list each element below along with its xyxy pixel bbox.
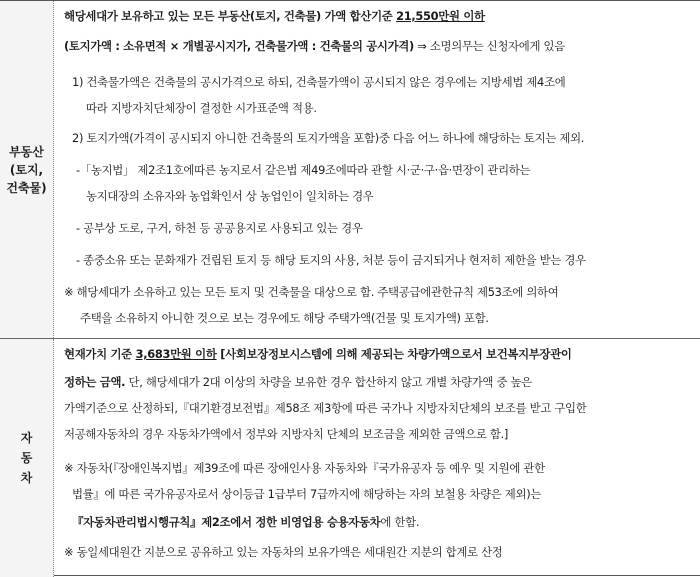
real-estate-note2: 2) 토지가액(가격이 공시되지 아니한 건축물의 토지가액을 포함)중 다음 어느 하나에 해당하는 토지는 제외. bbox=[72, 131, 585, 145]
real-estate-label-cell bbox=[0, 1, 54, 338]
real-estate-note1-line2: 따라 지방자치단체장이 결정한 시가표준액 적용. bbox=[86, 101, 317, 115]
vehicle-note1-line3-bold: 『자동차관리법시행규칙』제2조에서 정한 비영업용 승용자동차 bbox=[72, 515, 381, 529]
real-estate-note3-line1: ※ 해당세대가 소유하고 있는 모든 토지 및 건축물을 대상으로 함. 주택공급에관한규칙 제53조에 의하여 bbox=[64, 285, 559, 299]
real-estate-limit: 21,550만원 이하 bbox=[396, 9, 485, 23]
real-estate-bullet1-line2: 농지대장의 소유자와 농업확인서 상 농업인이 일치하는 경우 bbox=[86, 189, 374, 203]
vehicle-label: 자동차 bbox=[20, 431, 33, 485]
vehicle-line2-bold: 정하는 금액. bbox=[64, 375, 126, 389]
vehicle-content bbox=[60, 339, 694, 577]
vehicle-line1-suffix: [사회보장정보시스템에 의해 제공되는 차량가액으로서 보건복지부장관이 bbox=[216, 347, 572, 361]
vehicle-note1-line1: ※ 자동차(『장애인복지법』제39조에 따른 장애인사용 자동차와『국가유공자 등 예우 및 지원에 관한 bbox=[64, 461, 545, 475]
vehicle-label-cell bbox=[0, 339, 54, 577]
vehicle-row bbox=[0, 339, 700, 577]
vehicle-line1 bbox=[64, 345, 572, 363]
vehicle-limit: 3,683만원 이하 bbox=[135, 347, 217, 361]
real-estate-row bbox=[0, 1, 700, 339]
real-estate-bullet2: - 공부상 도로, 구거, 하천 등 공공용지로 사용되고 있는 경우 bbox=[76, 221, 363, 235]
real-estate-note3-line2: 주택을 소유하지 아니한 것으로 보는 경우에도 해당 주택가액(건물 및 토지가액) 포함. bbox=[80, 311, 489, 325]
real-estate-label: 부동산 (토지, 건축물) bbox=[6, 144, 47, 195]
real-estate-note1-line1: 1) 건축물가액은 건축물의 공시가격으로 하되, 건축물가액이 공시되지 않은 경우에는 지방세법 제4조에 bbox=[72, 75, 566, 89]
real-estate-formula bbox=[64, 37, 565, 55]
vehicle-line1-prefix: 현재가치 기준 bbox=[64, 347, 136, 361]
real-estate-formula-rest: ⇒ 소명의무는 신청자에게 있음 bbox=[413, 39, 565, 53]
real-estate-bullet3: - 종중소유 또는 문화재가 건립된 토지 등 해당 토지의 사용, 처분 등이 금지되거나 현저히 제한을 받는 경우 bbox=[76, 253, 586, 267]
real-estate-content bbox=[60, 1, 694, 338]
real-estate-bullet1-line1: -「농지법」 제2조1호에따른 농지로서 같은법 제49조에따라 관할 시·군·구·읍·면장이 관리하는 bbox=[76, 163, 531, 177]
vehicle-line2-rest: 단, 해당세대가 2대 이상의 차량을 보유한 경우 합산하지 않고 개별 차량가액 중 높은 bbox=[125, 375, 532, 389]
real-estate-headline-text: 해당세대가 보유하고 있는 모든 부동산(토지, 건축물) 가액 합산기준 bbox=[64, 9, 397, 23]
real-estate-formula-bold: (토지가액 : 소유면적 × 개별공시지가, 건축물가액 : 건축물의 공시가격) bbox=[64, 39, 414, 53]
vehicle-note1-line3 bbox=[72, 513, 419, 531]
vehicle-note2: ※ 동일세대원간 지분으로 공유하고 있는 자동차의 보유가액은 세대원간 지분의 합계로 산정 bbox=[64, 545, 503, 559]
vehicle-line2 bbox=[64, 373, 532, 391]
vehicle-note1-line3-rest: 에 한함. bbox=[380, 515, 420, 529]
vehicle-line3: 가액기준으로 산정하되,『대기환경보전법』제58조 제3항에 따른 국가나 지방자치단체의 보조를 받고 구입한 bbox=[64, 401, 587, 415]
real-estate-headline bbox=[64, 7, 485, 25]
vehicle-line4: 저공해자동차의 경우 자동차가액에서 정부와 지방자치 단체의 보조금을 제외한 금액으로 함.] bbox=[64, 427, 509, 441]
vehicle-note1-line2: 법률』에 따른 국가유공자로서 상이등급 1급부터 7급까지에 해당하는 자의 보철용 차량은 제외)는 bbox=[72, 487, 542, 501]
